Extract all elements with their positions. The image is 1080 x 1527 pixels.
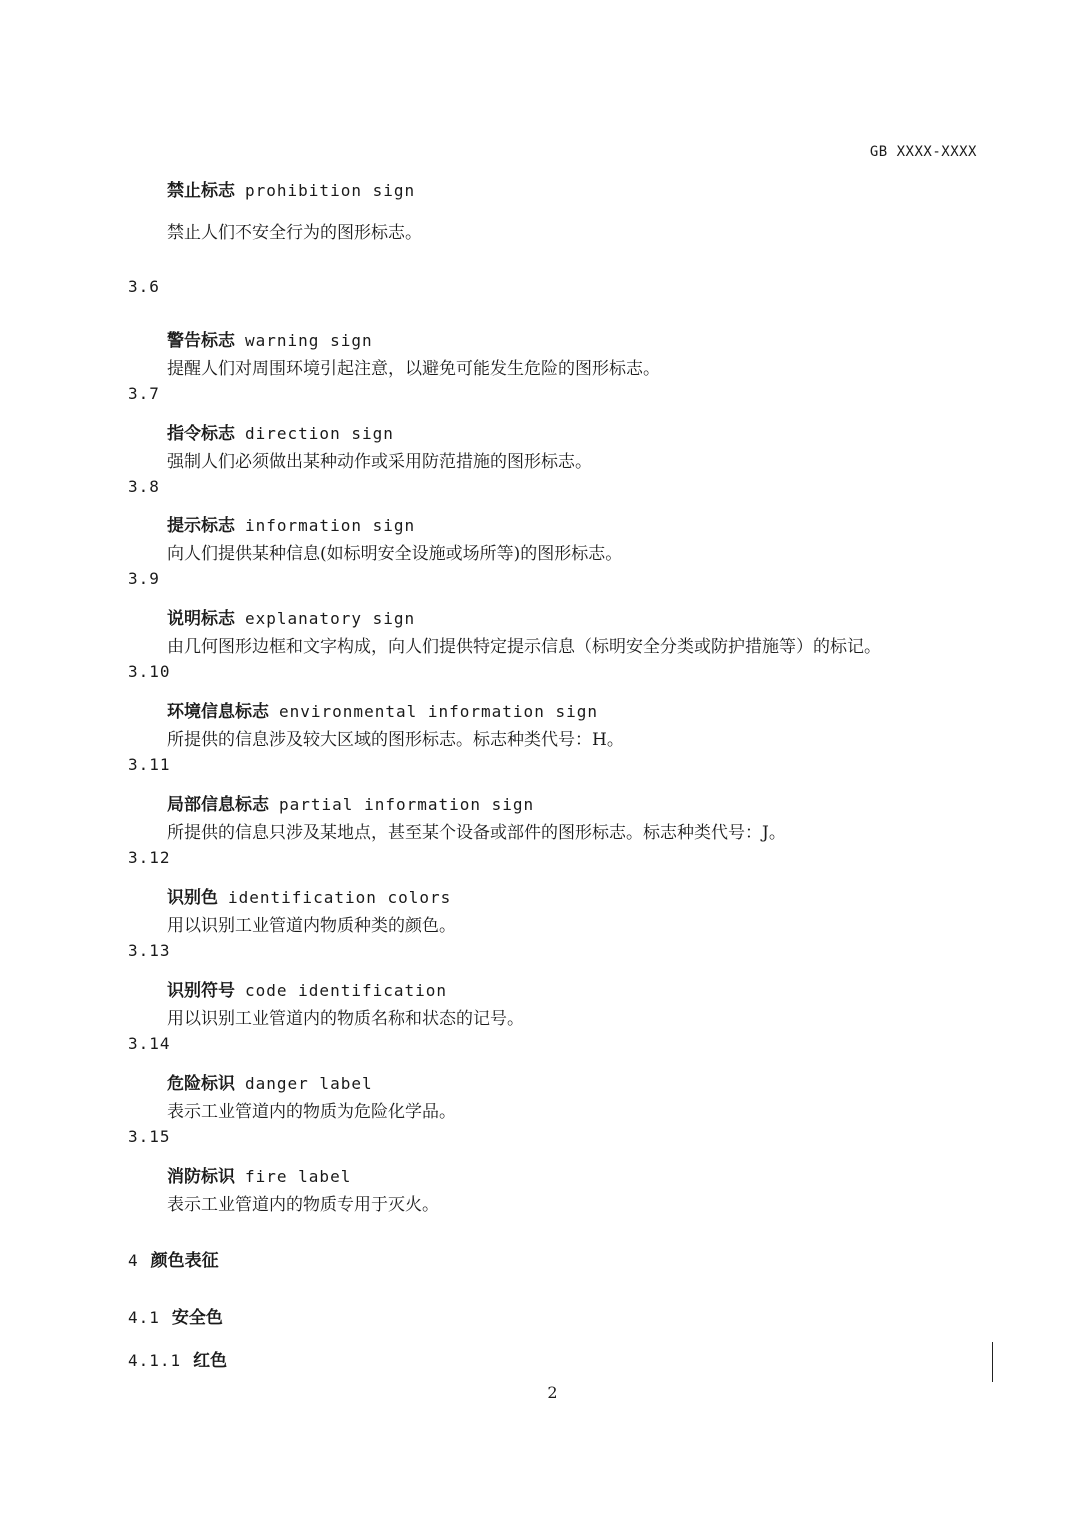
- term-en: prohibition sign: [245, 181, 416, 200]
- term-zh: 禁止标志: [167, 181, 235, 201]
- term-en: warning sign: [245, 331, 373, 350]
- term-en: explanatory sign: [245, 609, 416, 628]
- term-heading: [167, 419, 394, 444]
- term-definition: 提醒人们对周围环境引起注意，以避免可能发生危险的图形标志。: [167, 359, 660, 379]
- term-zh: 识别色: [167, 888, 218, 908]
- term-definition: 所提供的信息只涉及某地点，甚至某个设备或部件的图形标志。标志种类代号：J。: [167, 823, 786, 843]
- term-heading: [167, 604, 415, 629]
- term-en: information sign: [245, 516, 416, 535]
- term-en: partial information sign: [279, 795, 535, 814]
- section-heading: [128, 1346, 227, 1371]
- term-definition: 所提供的信息涉及较大区域的图形标志。标志种类代号：H。: [167, 730, 624, 750]
- section-title: 颜色表征: [150, 1251, 219, 1271]
- term-heading: [167, 976, 447, 1001]
- clause-number: 3.6: [128, 277, 160, 296]
- term-zh: 识别符号: [167, 981, 235, 1001]
- term-definition: 表示工业管道内的物质为危险化学品。: [167, 1102, 456, 1122]
- term-en: environmental information sign: [279, 702, 598, 721]
- term-zh: 消防标识: [167, 1167, 235, 1187]
- term-en: direction sign: [245, 424, 394, 443]
- term-definition: 由几何图形边框和文字构成，向人们提供特定提示信息（标明安全分类或防护措施等）的标记。: [167, 637, 881, 657]
- clause-number: 3.7: [128, 384, 160, 403]
- clause-number: 3.13: [128, 941, 171, 960]
- term-definition: 表示工业管道内的物质专用于灭火。: [167, 1195, 439, 1215]
- term-heading: [167, 697, 598, 722]
- clause-number: 3.15: [128, 1127, 171, 1146]
- term-heading: [167, 790, 534, 815]
- term-heading: [167, 1069, 373, 1094]
- margin-rule: [992, 1342, 993, 1382]
- section-number: 4.1: [128, 1308, 160, 1327]
- term-definition: 用以识别工业管道内物质种类的颜色。: [167, 916, 456, 936]
- term-zh: 危险标识: [167, 1074, 235, 1094]
- term-definition: 强制人们必须做出某种动作或采用防范措施的图形标志。: [167, 452, 592, 472]
- clause-number: 3.8: [128, 477, 160, 496]
- term-en: identification colors: [228, 888, 452, 907]
- term-definition: 用以识别工业管道内的物质名称和状态的记号。: [167, 1009, 524, 1029]
- clause-number: 3.11: [128, 755, 171, 774]
- term-zh: 警告标志: [167, 331, 235, 351]
- term-heading: [167, 1162, 351, 1187]
- section-title: 红色: [193, 1351, 228, 1371]
- term-zh: 指令标志: [167, 424, 235, 444]
- term-zh: 提示标志: [167, 516, 235, 536]
- clause-number: 3.10: [128, 662, 171, 681]
- term-heading: [167, 511, 415, 536]
- section-number: 4: [128, 1251, 139, 1270]
- term-definition: 禁止人们不安全行为的图形标志。: [167, 223, 422, 243]
- term-heading: [167, 326, 373, 351]
- clause-number: 3.12: [128, 848, 171, 867]
- term-zh: 说明标志: [167, 609, 235, 629]
- term-en: danger label: [245, 1074, 373, 1093]
- clause-number: 3.9: [128, 569, 160, 588]
- section-heading: [128, 1246, 219, 1271]
- section-title: 安全色: [171, 1308, 223, 1328]
- term-heading: [167, 883, 451, 908]
- section-heading: [128, 1303, 223, 1328]
- document-code: GB XXXX-XXXX: [869, 144, 977, 160]
- term-en: code identification: [245, 981, 448, 1000]
- term-zh: 环境信息标志: [167, 702, 269, 722]
- term-definition: 向人们提供某种信息(如标明安全设施或场所等)的图形标志。: [167, 544, 623, 564]
- clause-number: 3.14: [128, 1034, 171, 1053]
- term-en: fire label: [245, 1167, 352, 1186]
- term-zh: 局部信息标志: [167, 795, 269, 815]
- section-number: 4.1.1: [128, 1351, 182, 1370]
- page-number: 2: [547, 1383, 558, 1402]
- term-heading: [167, 176, 415, 201]
